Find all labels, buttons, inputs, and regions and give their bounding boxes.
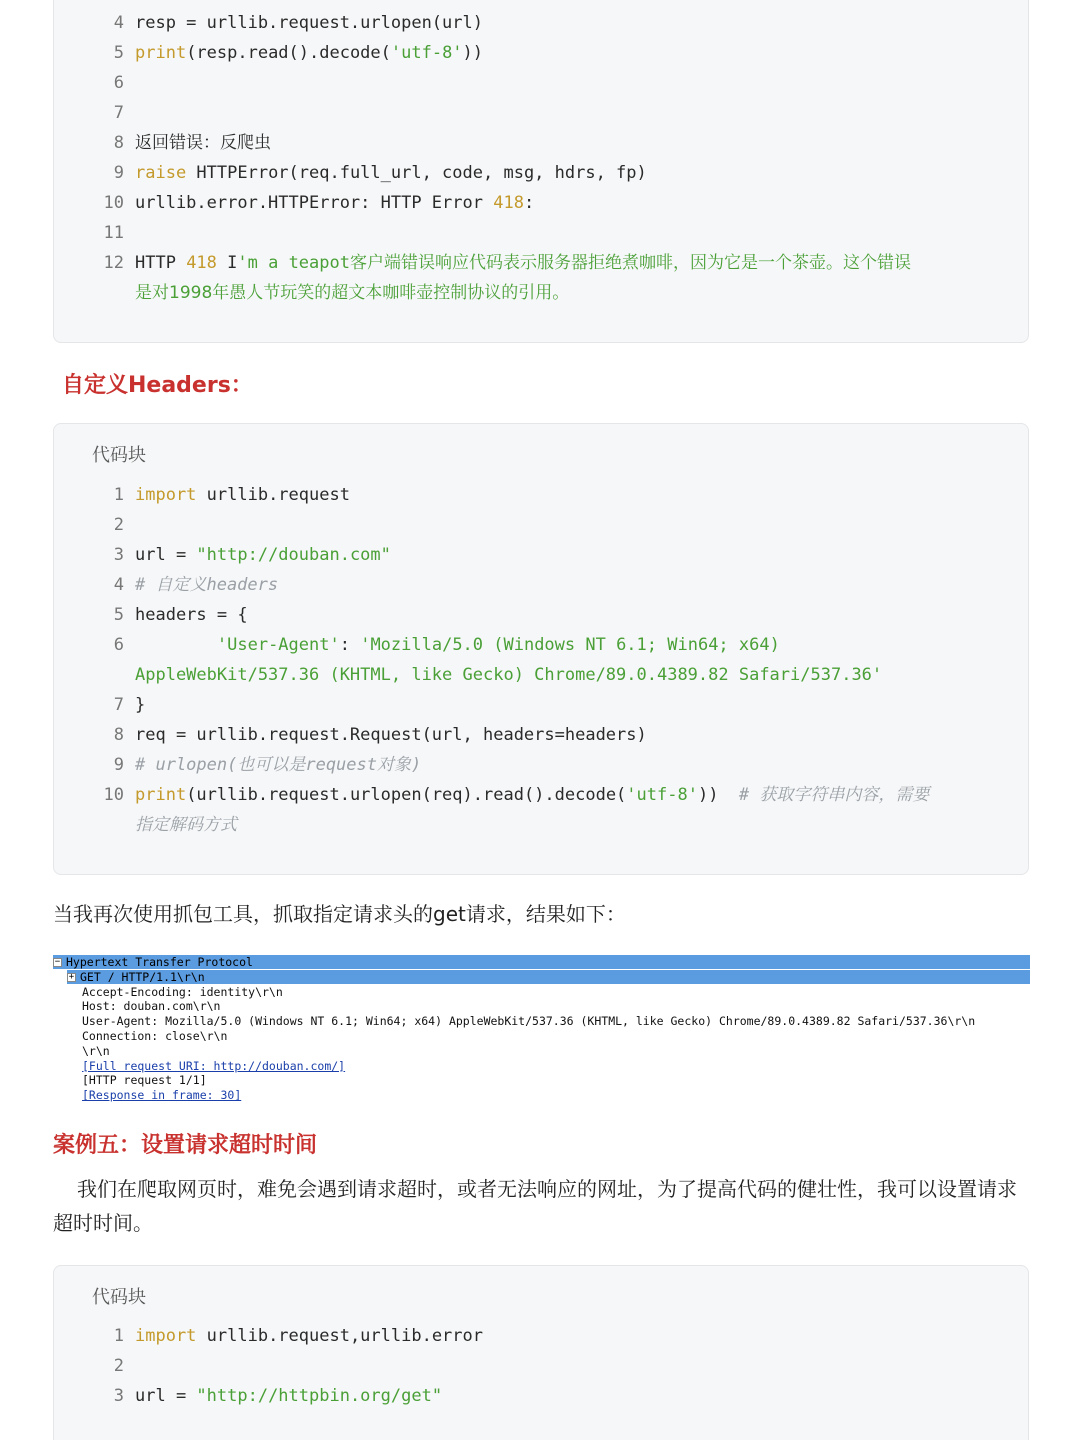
code-text: HTTP 418 I'm a teapot客户端错误响应代码表示服务器拒绝煮咖啡，因为它是一个茶壶。这个错误 — [135, 253, 911, 273]
code-text: req = urllib.request.Request(url, headers=headers) — [135, 725, 647, 745]
capture-row-text: [Response in frame: 30] — [82, 1088, 242, 1103]
code-line — [54, 690, 1028, 720]
code-block-label: 代码块 — [92, 445, 146, 466]
code-text: } — [135, 695, 146, 715]
line-number: 1 — [113, 1326, 124, 1346]
code-text: AppleWebKit/537.36 (KHTML, like Gecko) Chrome/89.0.4389.82 Safari/537.36' — [135, 665, 883, 685]
line-number: 11 — [103, 223, 124, 243]
code-text: 返回错误：反爬虫 — [135, 133, 271, 153]
capture-row[interactable] — [53, 955, 1030, 969]
timeout-intro-text: 我们在爬取网页时，难免会遇到请求超时，或者无法响应的网址，为了提高代码的健壮性，我可以设置请求超时时间。 — [53, 1177, 1017, 1235]
capture-row-text: Host: douban.com\r\n — [82, 999, 221, 1014]
code-line — [54, 720, 1028, 750]
code-text: import urllib.request,urllib.error — [135, 1326, 483, 1346]
code-block-headers — [53, 423, 1029, 875]
capture-row-text: User-Agent: Mozilla/5.0 (Windows NT 6.1; Win64; x64) AppleWebKit/537.36 (KHTML, like Gecko) Chrome/89.0.4389.82 Safari/537.36\r\n — [82, 1014, 976, 1029]
code-line — [54, 600, 1028, 630]
line-number: 2 — [113, 1356, 124, 1376]
code-text: 指定解码方式 — [135, 815, 237, 835]
code-line — [54, 218, 1028, 248]
capture-row-text: [HTTP request 1/1] — [82, 1073, 207, 1088]
line-number: 3 — [113, 1386, 124, 1406]
capture-row[interactable] — [82, 1088, 241, 1102]
capture-row-text: GET / HTTP/1.1\r\n — [80, 969, 205, 984]
capture-row[interactable] — [82, 1059, 345, 1073]
line-number: 9 — [113, 755, 124, 775]
code-block-label: 代码块 — [92, 1287, 146, 1308]
packet-capture-panel — [53, 955, 1030, 1105]
code-line — [54, 750, 1028, 780]
section-heading-custom-headers: 自定义Headers： — [62, 373, 253, 398]
capture-row-text: Connection: close\r\n — [82, 1029, 228, 1043]
line-number: 10 — [103, 193, 124, 213]
line-number: 6 — [113, 73, 124, 93]
capture-row[interactable] — [82, 1044, 110, 1058]
capture-row-text: [Full request URI: http://douban.com/] — [82, 1058, 346, 1073]
capture-row[interactable] — [82, 1073, 207, 1087]
line-number: 8 — [113, 725, 124, 745]
code-line — [54, 1321, 1028, 1351]
line-number: 10 — [103, 785, 124, 805]
code-text: # 自定义headers — [135, 575, 279, 595]
code-line — [54, 1381, 1028, 1411]
line-number: 8 — [113, 133, 124, 153]
collapse-icon[interactable]: − — [54, 957, 61, 967]
code-line-continuation — [54, 810, 1028, 840]
line-number: 3 — [113, 545, 124, 565]
capture-row-text: Hypertext Transfer Protocol — [66, 955, 253, 969]
line-number: 9 — [113, 163, 124, 183]
code-text: 是对1998年愚人节玩笑的超文本咖啡壶控制协议的引用。 — [135, 283, 570, 303]
line-number: 7 — [113, 103, 124, 123]
line-number: 7 — [113, 695, 124, 715]
code-text: print(urllib.request.urlopen(req).read().decode('utf-8')) # 获取字符串内容，需要 — [135, 785, 930, 805]
capture-row[interactable] — [67, 970, 1030, 984]
capture-row[interactable] — [82, 985, 283, 999]
code-text: print(resp.read().decode('utf-8')) — [135, 43, 484, 63]
code-line-continuation — [54, 278, 1028, 308]
code-line — [54, 780, 1028, 810]
code-text: # urlopen(也可以是request对象) — [135, 755, 422, 775]
code-block-teapot — [53, 0, 1029, 343]
line-number: 1 — [113, 485, 124, 505]
code-text: 'User-Agent': 'Mozilla/5.0 (Windows NT 6.1; Win64; x64) — [216, 635, 780, 655]
code-line — [54, 98, 1028, 128]
expand-icon[interactable]: + — [68, 971, 75, 982]
code-line — [54, 68, 1028, 98]
code-text: import urllib.request — [135, 485, 350, 505]
line-number: 5 — [113, 43, 124, 63]
code-line — [54, 570, 1028, 600]
capture-row[interactable] — [82, 999, 220, 1013]
code-line — [54, 128, 1028, 158]
line-number: 5 — [113, 605, 124, 625]
code-text: url = "http://douban.com" — [135, 545, 391, 565]
capture-row-text: Accept-Encoding: identity\r\n — [82, 984, 283, 999]
code-line — [54, 1351, 1028, 1381]
line-number: 12 — [103, 253, 124, 273]
code-line — [54, 38, 1028, 68]
code-line — [54, 510, 1028, 540]
line-number: 6 — [113, 635, 124, 655]
line-number: 4 — [113, 13, 124, 33]
code-line-continuation — [54, 660, 1028, 690]
code-line — [54, 630, 1028, 660]
code-line — [54, 540, 1028, 570]
capture-row[interactable] — [82, 1014, 975, 1028]
code-line — [54, 158, 1028, 188]
code-text: urllib.error.HTTPError: HTTP Error 418: — [135, 193, 535, 213]
code-block-timeout — [53, 1265, 1029, 1440]
capture-row[interactable] — [82, 1029, 227, 1043]
capture-intro-text: 当我再次使用抓包工具，抓取指定请求头的get请求，结果如下： — [53, 902, 626, 926]
code-text: url = "http://httpbin.org/get" — [135, 1386, 443, 1406]
code-text: resp = urllib.request.urlopen(url) — [135, 13, 483, 33]
line-number: 2 — [113, 515, 124, 535]
code-line — [54, 248, 1028, 278]
line-number: 4 — [113, 575, 124, 595]
code-line — [54, 8, 1028, 38]
code-text: raise HTTPError(req.full_url, code, msg, hdrs, fp) — [135, 163, 647, 183]
code-line — [54, 480, 1028, 510]
section-heading-timeout: 案例五：设置请求超时时间 — [53, 1133, 318, 1158]
capture-row-text: \r\n — [82, 1043, 110, 1058]
code-line — [54, 188, 1028, 218]
code-text: headers = { — [135, 605, 248, 625]
